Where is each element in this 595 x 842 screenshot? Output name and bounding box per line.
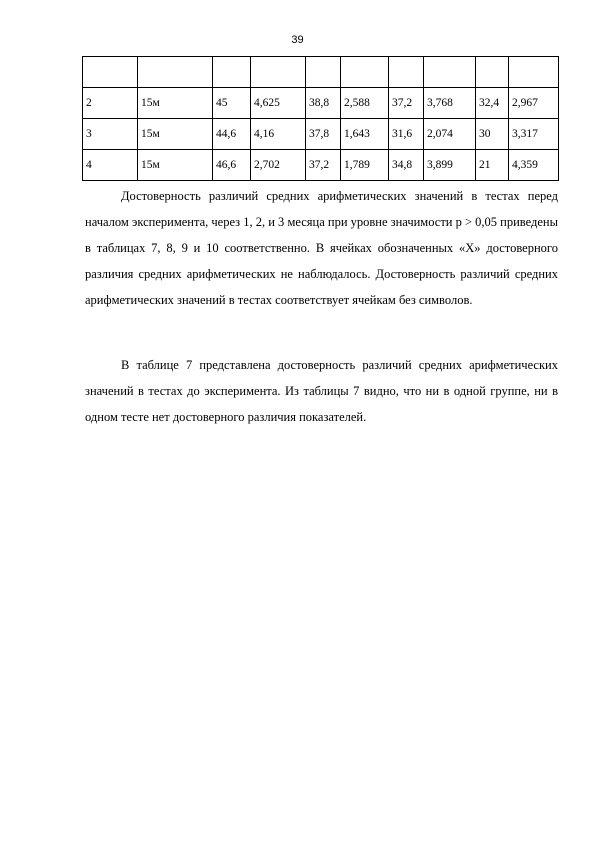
table-cell: 2,588 (341, 88, 389, 119)
table-cell (389, 57, 424, 88)
table-cell: 15м (138, 119, 213, 150)
table-cell (509, 57, 559, 88)
table-cell: 4 (83, 150, 138, 181)
paragraph-table7-description (85, 352, 558, 430)
table-cell: 4,359 (509, 150, 559, 181)
results-table (82, 56, 559, 181)
table-row (83, 88, 559, 119)
table-body (83, 57, 559, 181)
table-cell (83, 57, 138, 88)
table-cell (213, 57, 251, 88)
table-cell: 2,702 (251, 150, 306, 181)
paragraph-text: Достоверность различий средних арифметических значений в тестах перед началом эксперимента, через 1, 2, и 3 месяца при уровне значимости p > 0,05 приведены в таблицах 7, 8, 9 и 10 соответственно. В ячейках обозначенных «X» достоверного различия средних арифметических не наблюдалось. Достоверность различий средних арифметических значений в тестах соответствует ячейкам без символов. (85, 189, 558, 307)
table-cell: 44,6 (213, 119, 251, 150)
table-cell: 2,967 (509, 88, 559, 119)
table-cell: 31,6 (389, 119, 424, 150)
table-cell: 3,317 (509, 119, 559, 150)
table-cell: 37,2 (306, 150, 341, 181)
table-cell (341, 57, 389, 88)
table-cell: 3 (83, 119, 138, 150)
table-cell: 1,789 (341, 150, 389, 181)
table-row (83, 150, 559, 181)
table-cell: 1,643 (341, 119, 389, 150)
table-cell (306, 57, 341, 88)
table-cell: 21 (476, 150, 509, 181)
table-cell: 32,4 (476, 88, 509, 119)
paragraph-significance-intro (85, 183, 558, 313)
table-cell: 3,899 (424, 150, 476, 181)
table-cell: 4,625 (251, 88, 306, 119)
table-cell: 34,8 (389, 150, 424, 181)
table-cell: 4,16 (251, 119, 306, 150)
table-cell: 3,768 (424, 88, 476, 119)
table-cell: 15м (138, 150, 213, 181)
table-cell (476, 57, 509, 88)
table-cell: 15м (138, 88, 213, 119)
table-cell: 2 (83, 88, 138, 119)
page-number: 39 (291, 34, 304, 46)
table-cell: 38,8 (306, 88, 341, 119)
table-row (83, 119, 559, 150)
table-cell: 30 (476, 119, 509, 150)
table-cell: 37,8 (306, 119, 341, 150)
table-cell: 46,6 (213, 150, 251, 181)
table-cell (138, 57, 213, 88)
paragraph-text: В таблице 7 представлена достоверность различий средних арифметических значений в тестах до эксперимента. Из таблицы 7 видно, что ни в одной группе, ни в одном тесте нет достоверного различия показателей. (85, 358, 558, 424)
table-cell: 37,2 (389, 88, 424, 119)
table-cell: 2,074 (424, 119, 476, 150)
table-row (83, 57, 559, 88)
table-cell: 45 (213, 88, 251, 119)
table-cell (251, 57, 306, 88)
table-cell (424, 57, 476, 88)
